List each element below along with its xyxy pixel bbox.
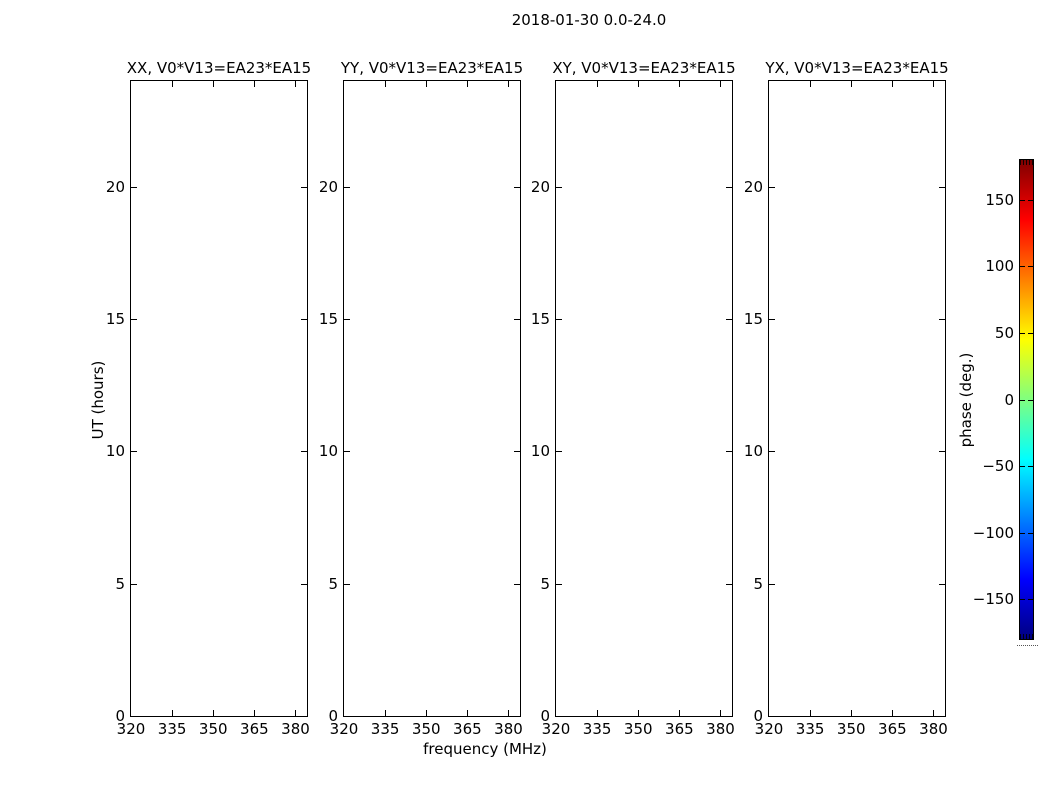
y-tick-label: 10 [105, 442, 125, 461]
y-tick-mark-left [556, 584, 562, 585]
x-tick-label: 380 [706, 720, 735, 738]
y-tick-label: 20 [105, 177, 125, 196]
x-tick-label: 335 [370, 720, 400, 738]
colorbar-hatch-bottom [1020, 634, 1033, 639]
subplot-yy [318, 59, 524, 738]
subplot-xy-title: XY, V0*V13=EA23*EA15 [552, 59, 736, 77]
y-tick-mark-right [939, 319, 945, 320]
y-tick-mark-left [344, 187, 350, 188]
colorbar-tick-label: −100 [972, 523, 1014, 542]
y-tick-label: 0 [753, 707, 763, 725]
y-tick-mark-left [769, 319, 775, 320]
y-tick-label: 15 [318, 310, 338, 329]
colorbar-tick-label: 50 [994, 323, 1014, 342]
x-tick-mark-top [467, 81, 468, 87]
x-tick-mark-top [254, 81, 255, 87]
y-tick-label: 20 [530, 177, 550, 196]
y-tick-label: 0 [115, 707, 125, 725]
x-tick-mark-top [720, 81, 721, 87]
colorbar-tick-mark-left [1020, 200, 1025, 201]
x-tick-mark-top [426, 81, 427, 87]
y-tick-label: 15 [530, 310, 550, 329]
colorbar-tick-mark-left [1020, 400, 1025, 401]
y-tick-label: 5 [328, 574, 338, 593]
x-tick-mark-bottom [295, 710, 296, 716]
x-tick-label: 335 [795, 720, 825, 738]
x-tick-mark-bottom [426, 710, 427, 716]
y-tick-label: 5 [115, 574, 125, 593]
x-tick-mark-top [172, 81, 173, 87]
x-axis-label: frequency (MHz) [423, 740, 547, 758]
x-tick-label: 320 [541, 720, 571, 738]
x-tick-mark-bottom [851, 710, 852, 716]
colorbar-dotted-edge [1017, 645, 1038, 646]
x-tick-label: 365 [665, 720, 694, 738]
y-tick-mark-left [344, 584, 350, 585]
x-tick-label: 380 [494, 720, 523, 738]
colorbar-tick-mark-right [1028, 400, 1033, 401]
colorbar-tick-mark-left [1020, 266, 1025, 267]
y-tick-label: 0 [540, 707, 550, 725]
subplot-yx [743, 59, 949, 738]
colorbar-tick-mark-right [1028, 466, 1033, 467]
x-tick-label: 335 [157, 720, 187, 738]
y-tick-mark-left [556, 187, 562, 188]
x-tick-mark-top [508, 81, 509, 87]
x-tick-label: 365 [240, 720, 269, 738]
y-tick-label: 5 [753, 574, 763, 593]
x-tick-mark-bottom [638, 710, 639, 716]
y-tick-mark-left [131, 451, 137, 452]
colorbar-tick-mark-right [1028, 266, 1033, 267]
y-tick-mark-right [939, 451, 945, 452]
x-tick-mark-top [810, 81, 811, 87]
y-tick-label: 20 [743, 177, 763, 196]
subplot-yy-title: YY, V0*V13=EA23*EA15 [340, 59, 524, 77]
x-tick-mark-top [892, 81, 893, 87]
x-tick-label: 365 [878, 720, 907, 738]
subplot-xy [530, 59, 736, 738]
colorbar-tick-label: 150 [985, 190, 1014, 209]
y-tick-label: 15 [105, 310, 125, 329]
x-tick-mark-bottom [385, 710, 386, 716]
subplot-xx [105, 59, 312, 738]
x-tick-mark-top [933, 81, 934, 87]
y-tick-mark-left [131, 319, 137, 320]
y-tick-mark-left [556, 451, 562, 452]
colorbar-tick-mark-right [1028, 333, 1033, 334]
colorbar-tick-mark-left [1020, 466, 1025, 467]
x-tick-mark-bottom [720, 710, 721, 716]
y-tick-mark-left [769, 451, 775, 452]
x-tick-mark-top [638, 81, 639, 87]
colorbar-tick-mark-left [1020, 599, 1025, 600]
y-tick-label: 15 [743, 310, 763, 329]
y-tick-label: 0 [328, 707, 338, 725]
colorbar-tick-mark-right [1028, 599, 1033, 600]
x-tick-label: 350 [836, 720, 866, 738]
y-tick-mark-left [556, 319, 562, 320]
x-tick-label: 380 [281, 720, 310, 738]
colorbar-tick-label: 0 [1004, 390, 1014, 409]
colorbar [972, 159, 1034, 640]
y-tick-mark-left [131, 187, 137, 188]
x-tick-label: 350 [411, 720, 441, 738]
y-tick-mark-left [344, 451, 350, 452]
y-tick-mark-left [769, 187, 775, 188]
colorbar-axis-label: phase (deg.) [957, 352, 975, 448]
subplot-xx-title: XX, V0*V13=EA23*EA15 [126, 59, 312, 77]
x-tick-mark-top [213, 81, 214, 87]
colorbar-tick-label: −50 [982, 457, 1014, 476]
y-tick-mark-right [939, 584, 945, 585]
colorbar-tick-mark-right [1028, 200, 1033, 201]
x-tick-mark-bottom [892, 710, 893, 716]
x-tick-mark-bottom [467, 710, 468, 716]
figure-title: 2018-01-30 0.0-24.0 [511, 11, 667, 29]
x-tick-label: 350 [623, 720, 653, 738]
x-tick-label: 380 [919, 720, 948, 738]
x-tick-mark-bottom [810, 710, 811, 716]
y-tick-mark-left [131, 584, 137, 585]
x-tick-mark-top [851, 81, 852, 87]
colorbar-tick-label: −150 [972, 590, 1014, 609]
x-tick-mark-bottom [597, 710, 598, 716]
y-tick-mark-right [939, 187, 945, 188]
x-tick-mark-top [597, 81, 598, 87]
y-tick-label: 10 [743, 442, 763, 461]
x-tick-mark-top [679, 81, 680, 87]
colorbar-tick-mark-left [1020, 333, 1025, 334]
x-tick-mark-bottom [679, 710, 680, 716]
colorbar-tick-label: 100 [985, 257, 1014, 276]
colorbar-hatch-top [1020, 160, 1033, 165]
y-tick-label: 10 [318, 442, 338, 461]
y-tick-label: 20 [318, 177, 338, 196]
x-tick-mark-bottom [933, 710, 934, 716]
x-tick-mark-bottom [254, 710, 255, 716]
colorbar-tick-mark-left [1020, 533, 1025, 534]
x-tick-mark-bottom [213, 710, 214, 716]
y-tick-label: 5 [540, 574, 550, 593]
x-tick-mark-bottom [172, 710, 173, 716]
x-tick-label: 320 [116, 720, 146, 738]
y-axis-label: UT (hours) [89, 360, 107, 440]
x-tick-mark-top [295, 81, 296, 87]
x-tick-mark-top [385, 81, 386, 87]
y-tick-mark-left [769, 584, 775, 585]
colorbar-tick-mark-right [1028, 533, 1033, 534]
x-tick-label: 350 [198, 720, 228, 738]
subplot-yx-title: YX, V0*V13=EA23*EA15 [765, 59, 949, 77]
x-tick-label: 365 [453, 720, 482, 738]
x-tick-label: 320 [754, 720, 784, 738]
x-tick-label: 320 [329, 720, 359, 738]
y-tick-mark-left [344, 319, 350, 320]
x-tick-label: 335 [582, 720, 612, 738]
y-tick-label: 10 [530, 442, 550, 461]
